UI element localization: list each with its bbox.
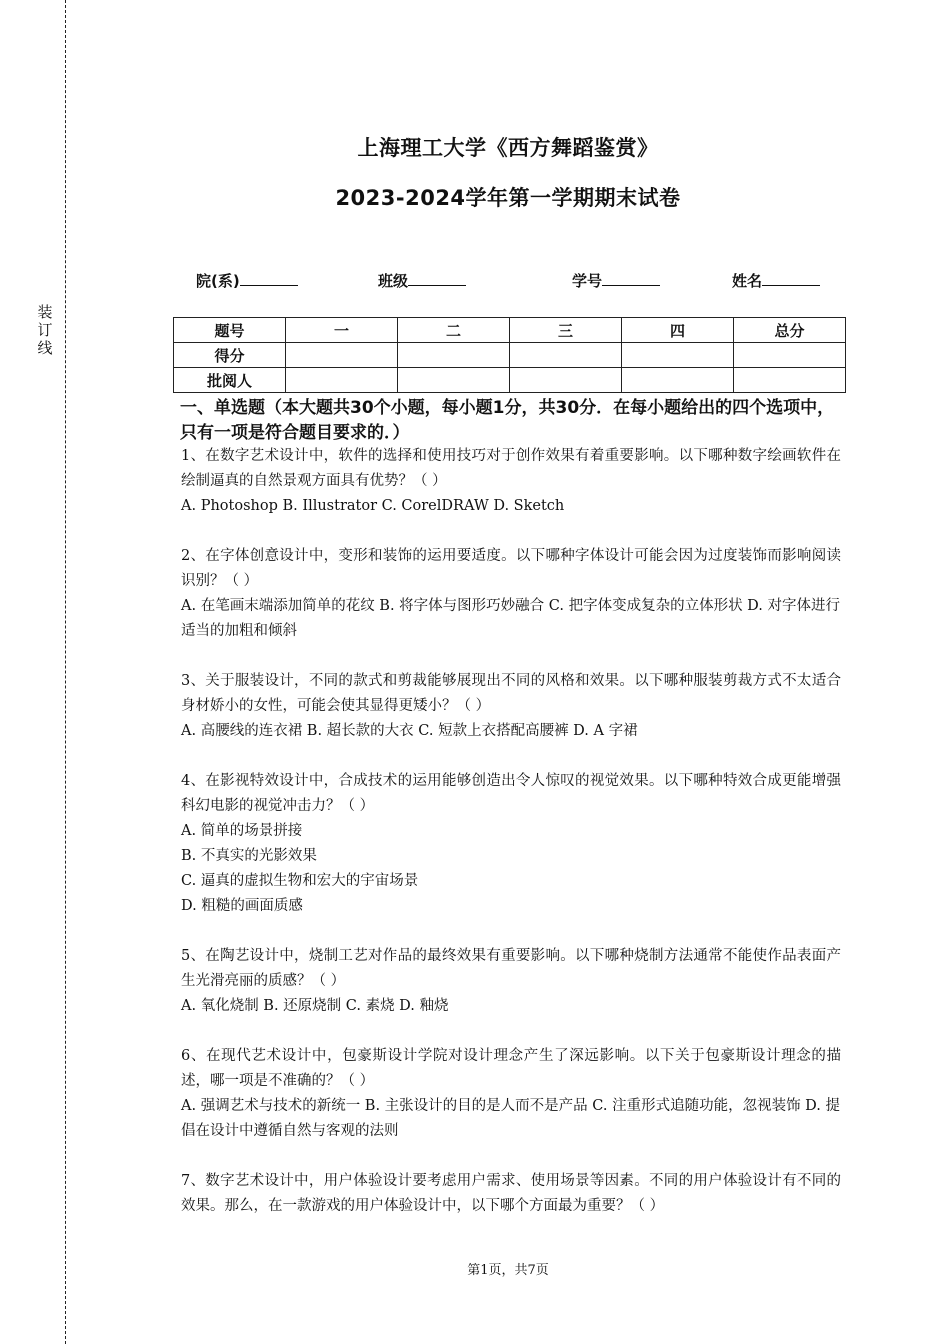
- score-table-row: [174, 343, 846, 368]
- score-table-cell: [286, 368, 398, 393]
- question-stem: 7、数字艺术设计中，用户体验设计要考虑用户需求、使用场景等因素。不同的用户体验设计有不同的效果。那么，在一款游戏的用户体验设计中，以下哪个方面最为重要？（ ）: [181, 1173, 841, 1214]
- question-options: A. 强调艺术与技术的新统一 B. 主张设计的目的是人而不是产品 C. 注重形式追随功能，忽视装饰 D. 提倡在设计中遵循自然与客观的法则: [181, 1098, 841, 1139]
- info-name-blank: [762, 271, 820, 286]
- score-table-row-header: 题号: [174, 318, 286, 343]
- question-options: B. 不真实的光影效果: [181, 848, 317, 864]
- info-department-blank: [240, 271, 298, 286]
- info-student-id-label: 学号: [572, 272, 603, 290]
- section-heading: 一、单选题（本大题共30个小题，每小题1分，共30分．在每小题给出的四个选项中，只有一项是符合题目要求的．）: [180, 398, 835, 443]
- info-class-blank: [408, 271, 466, 286]
- score-table-cell: [622, 343, 734, 368]
- binding-label: 装订线: [37, 303, 53, 357]
- question-stem: 1、在数字艺术设计中，软件的选择和使用技巧对于创作效果有着重要影响。以下哪种数字绘画软件在绘制逼真的自然景观方面具有优势？（ ）: [181, 448, 841, 489]
- info-department-label: 院(系): [196, 272, 240, 290]
- score-table-cell: [622, 368, 734, 393]
- question-stem: 5、在陶艺设计中，烧制工艺对作品的最终效果有重要影响。以下哪种烧制方法通常不能使作品表面产生光滑亮丽的质感？（ ）: [181, 948, 841, 989]
- question-item: [181, 444, 841, 519]
- score-table-cell: [510, 343, 622, 368]
- info-student-id: [572, 270, 660, 291]
- question-item: [181, 1044, 841, 1144]
- question-item: [181, 944, 841, 1019]
- question-stem: 3、关于服装设计，不同的款式和剪裁能够展现出不同的风格和效果。以下哪种服装剪裁方式不太适合身材娇小的女性，可能会使其显得更矮小？（ ）: [181, 673, 841, 714]
- score-table-cell: [398, 343, 510, 368]
- info-class-label: 班级: [378, 272, 409, 290]
- info-name-label: 姓名: [732, 272, 763, 290]
- question-options: C. 逼真的虚拟生物和宏大的宇宙场景: [181, 873, 419, 889]
- score-table-cell: 二: [398, 318, 510, 343]
- score-table-cell: [734, 368, 846, 393]
- question-stem: 6、在现代艺术设计中，包豪斯设计学院对设计理念产生了深远影响。以下关于包豪斯设计理念的描述，哪一项是不准确的？（ ）: [181, 1048, 841, 1089]
- info-name: [732, 270, 820, 291]
- question-item: [181, 769, 841, 919]
- score-table-cell: [398, 368, 510, 393]
- info-class: [378, 270, 466, 291]
- page-footer: 第1页，共7页: [467, 1263, 549, 1278]
- score-table-cell: [734, 343, 846, 368]
- question-stem: 2、在字体创意设计中，变形和装饰的运用要适度。以下哪种字体设计可能会因为过度装饰而影响阅读识别？（ ）: [181, 548, 841, 589]
- question-options: A. 氧化烧制 B. 还原烧制 C. 素烧 D. 釉烧: [181, 998, 449, 1014]
- question-options: A. 高腰线的连衣裙 B. 超长款的大衣 C. 短款上衣搭配高腰裤 D. A 字裙: [181, 723, 638, 739]
- exam-subtitle: 2023-2024学年第一学期期末试卷: [335, 186, 681, 210]
- question-options: A. 简单的场景拼接: [181, 823, 303, 839]
- question-options: A. Photoshop B. Illustrator C. CorelDRAW D. Sketch: [181, 498, 565, 514]
- question-options: A. 在笔画末端添加简单的花纹 B. 将字体与图形巧妙融合 C. 把字体变成复杂的立体形状 D. 对字体进行适当的加粗和倾斜: [181, 598, 841, 639]
- score-table-cell: 四: [622, 318, 734, 343]
- score-table: [173, 317, 846, 393]
- question-list: [181, 444, 841, 1244]
- info-student-id-blank: [602, 271, 660, 286]
- question-options: D. 粗糙的画面质感: [181, 898, 303, 914]
- info-department: [196, 270, 298, 291]
- score-table-row: [174, 318, 846, 343]
- question-item: [181, 669, 841, 744]
- score-table-cell: [510, 368, 622, 393]
- score-table-cell: [286, 343, 398, 368]
- score-table-cell: 总分: [734, 318, 846, 343]
- exam-title: 上海理工大学《西方舞蹈鉴赏》: [357, 136, 659, 160]
- score-table-row-header: 得分: [174, 343, 286, 368]
- question-item: [181, 544, 841, 644]
- question-item: [181, 1169, 841, 1219]
- score-table-cell: 三: [510, 318, 622, 343]
- question-stem: 4、在影视特效设计中，合成技术的运用能够创造出令人惊叹的视觉效果。以下哪种特效合成更能增强科幻电影的视觉冲击力？（ ）: [181, 773, 841, 814]
- score-table-row-header: 批阅人: [174, 368, 286, 393]
- score-table-row: [174, 368, 846, 393]
- score-table-cell: 一: [286, 318, 398, 343]
